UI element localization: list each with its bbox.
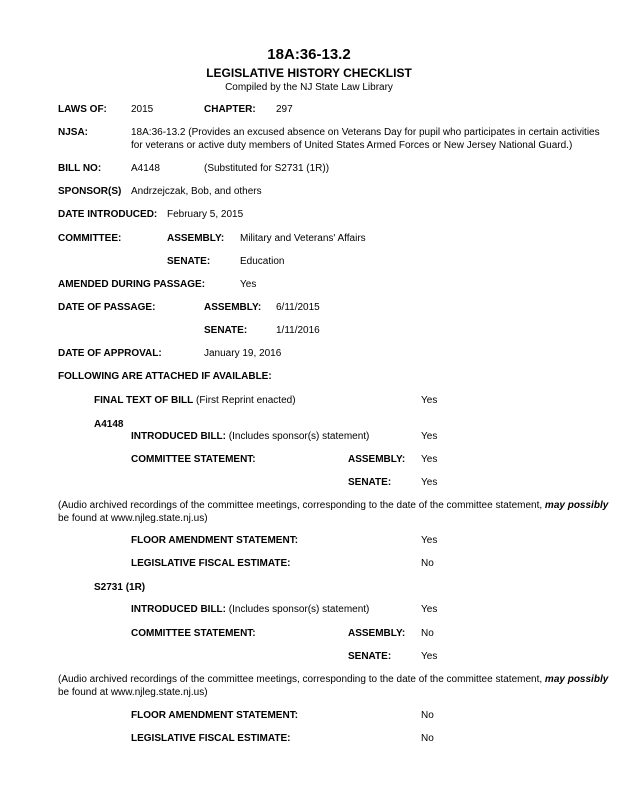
a4148-floor-value: Yes (421, 535, 438, 546)
passage-senate-value: 1/11/2016 (276, 325, 320, 336)
a4148-introduced-value: Yes (421, 431, 438, 442)
laws-of-value: 2015 (131, 104, 154, 115)
date-introduced-label: DATE INTRODUCED: (58, 209, 158, 220)
s2731-fiscal-label: LEGISLATIVE FISCAL ESTIMATE: (131, 733, 291, 744)
s2731-audio-line1 (58, 673, 608, 686)
compiled-by: Compiled by the NJ State Law Library (225, 82, 393, 93)
final-text-note: (First Reprint enacted) (193, 395, 296, 406)
s2731-floor-label: FLOOR AMENDMENT STATEMENT: (131, 710, 299, 721)
a4148-senate-value: Yes (421, 477, 438, 488)
s2731-audio-emphasis: may possibly (544, 674, 609, 685)
a4148-audio-line1 (58, 499, 608, 512)
sponsors-label: SPONSOR(S) (58, 186, 122, 197)
s2731-introduced-value: Yes (421, 604, 438, 615)
final-text-row (94, 394, 296, 407)
passage-assembly-label: ASSEMBLY: (204, 302, 262, 313)
a4148-assembly-value: Yes (421, 454, 438, 465)
a4148-floor-label: FLOOR AMENDMENT STATEMENT: (131, 535, 299, 546)
s2731-senate-value: Yes (421, 651, 438, 662)
committee-assembly-value: Military and Veterans' Affairs (240, 233, 366, 244)
committee-assembly-label: ASSEMBLY: (167, 233, 225, 244)
njsa-label: NJSA: (58, 127, 89, 138)
njsa-line2: for veterans or active duty members of United States Armed Forces or New Jersey National Guard.) (131, 140, 573, 151)
bill-no-value: A4148 (131, 163, 160, 174)
final-text-value: Yes (421, 395, 438, 406)
a4148-introduced-label: INTRODUCED BILL: (131, 431, 226, 442)
a4148-audio-line2: be found at www.njleg.state.nj.us) (58, 513, 208, 524)
committee-label: COMMITTEE: (58, 233, 122, 244)
laws-of-label: LAWS OF: (58, 104, 107, 115)
final-text-label: FINAL TEXT OF BILL (94, 395, 194, 406)
njsa-line1: 18A:36-13.2 (Provides an excused absence on Veterans Day for pupil who participates in certain activities (131, 127, 600, 138)
a4148-committee-label: COMMITTEE STATEMENT: (131, 454, 256, 465)
sponsors-value: Andrzejczak, Bob, and others (131, 186, 262, 197)
s2731-audio-line2: be found at www.njleg.state.nj.us) (58, 687, 208, 698)
s2731-floor-value: No (421, 710, 434, 721)
s2731-assembly-label: ASSEMBLY: (348, 628, 406, 639)
date-introduced-value: February 5, 2015 (167, 209, 244, 220)
a4148-introduced-row (131, 430, 369, 443)
approval-value: January 19, 2016 (204, 348, 282, 359)
s2731-introduced-note: (Includes sponsor(s) statement) (226, 604, 370, 615)
s2731-introduced-label: INTRODUCED BILL: (131, 604, 226, 615)
a4148-fiscal-value: No (421, 558, 434, 569)
a4148-fiscal-label: LEGISLATIVE FISCAL ESTIMATE: (131, 558, 291, 569)
a4148-senate-label: SENATE: (348, 477, 392, 488)
committee-senate-label: SENATE: (167, 256, 211, 267)
bill-substituted: (Substituted for S2731 (1R)) (204, 163, 330, 174)
s2731-fiscal-value: No (421, 733, 434, 744)
a4148-audio-text: (Audio archived recordings of the committee meetings, corresponding to the date of the committee statement, (58, 500, 545, 511)
chapter-label: CHAPTER: (204, 104, 256, 115)
a4148-heading: A4148 (94, 419, 124, 430)
amended-label: AMENDED DURING PASSAGE: (58, 279, 206, 290)
approval-label: DATE OF APPROVAL: (58, 348, 162, 359)
a4148-assembly-label: ASSEMBLY: (348, 454, 406, 465)
s2731-audio-text: (Audio archived recordings of the committee meetings, corresponding to the date of the committee statement, (58, 674, 545, 685)
chapter-value: 297 (276, 104, 293, 115)
passage-senate-label: SENATE: (204, 325, 248, 336)
passage-label: DATE OF PASSAGE: (58, 302, 156, 313)
bill-no-label: BILL NO: (58, 163, 102, 174)
committee-senate-value: Education (240, 256, 285, 267)
a4148-audio-emphasis: may possibly (544, 500, 609, 511)
s2731-heading: S2731 (1R) (94, 582, 146, 593)
page-title: 18A:36-13.2 (267, 46, 351, 63)
passage-assembly-value: 6/11/2015 (276, 302, 320, 313)
a4148-introduced-note: (Includes sponsor(s) statement) (226, 431, 370, 442)
s2731-introduced-row (131, 603, 369, 616)
s2731-senate-label: SENATE: (348, 651, 392, 662)
amended-value: Yes (240, 279, 257, 290)
s2731-assembly-value: No (421, 628, 434, 639)
s2731-committee-label: COMMITTEE STATEMENT: (131, 628, 256, 639)
page-subtitle: LEGISLATIVE HISTORY CHECKLIST (206, 66, 412, 80)
attached-heading: FOLLOWING ARE ATTACHED IF AVAILABLE: (58, 371, 272, 382)
